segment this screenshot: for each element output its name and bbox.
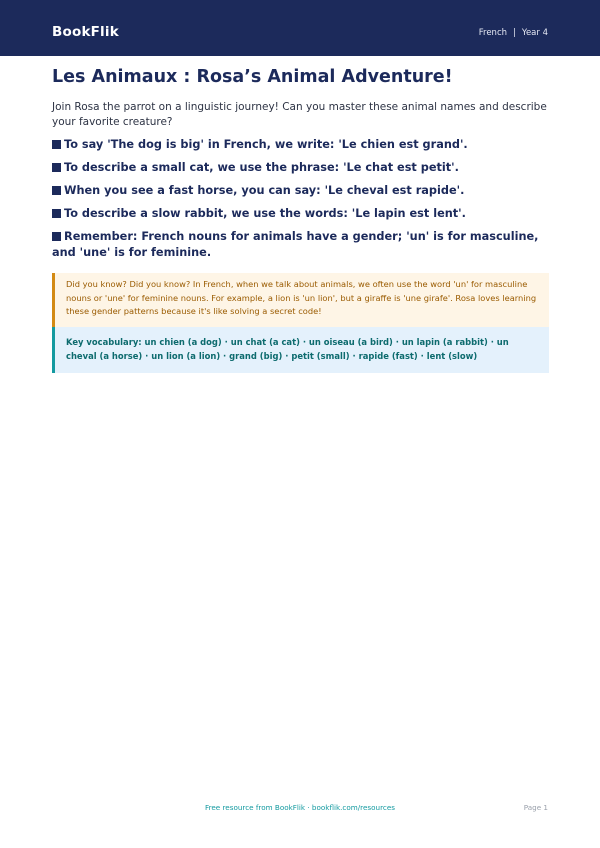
list-item xyxy=(52,137,549,153)
square-bullet-icon xyxy=(52,163,61,172)
square-bullet-icon xyxy=(52,232,61,241)
list-item xyxy=(52,183,549,199)
header-meta xyxy=(479,0,548,56)
square-bullet-icon xyxy=(52,186,61,195)
page-footer xyxy=(0,800,600,816)
list-item-text: When you see a fast horse, you can say: 'Le cheval est rapide'. xyxy=(64,184,465,197)
page-title: Les Animaux : Rosa’s Animal Adventure! xyxy=(52,67,453,87)
list-item-text: To say 'The dog is big' in French, we write: 'Le chien est grand'. xyxy=(64,138,468,151)
list-item-text: To describe a slow rabbit, we use the words: 'Le lapin est lent'. xyxy=(64,207,466,220)
brand-logo-text[interactable]: BookFlik xyxy=(52,24,119,40)
list-item xyxy=(52,206,549,222)
footer-resource-link[interactable]: Free resource from BookFlik · bookflik.com/resources xyxy=(204,803,396,812)
list-item-text: To describe a small cat, we use the phrase: 'Le chat est petit'. xyxy=(64,161,459,174)
key-points-list xyxy=(52,137,549,261)
main-content xyxy=(52,64,549,373)
page-number: Page 1 xyxy=(523,803,548,812)
header-separator: | xyxy=(513,28,516,38)
top-header-bar xyxy=(0,0,600,56)
subject-label: French xyxy=(478,28,508,38)
square-bullet-icon xyxy=(52,209,61,218)
did-you-know-callout: Did you know? Did you know? In French, when we talk about animals, we often use the word 'un' for masculine nouns or 'une' for feminine nouns. For example, a lion is 'un lion', but a giraffe is 'une girafe'. Rosa loves learning these gender patterns because it's like solving a secret code! xyxy=(52,273,549,327)
list-item xyxy=(52,160,549,176)
list-item-text: Remember: French nouns for animals have a gender; 'un' is for masculine, and 'une' is for feminine. xyxy=(52,230,539,259)
intro-paragraph: Join Rosa the parrot on a linguistic journey! Can you master these animal names and describe your favorite creature? xyxy=(52,101,547,128)
year-label: Year 4 xyxy=(521,28,548,38)
key-vocabulary-box: Key vocabulary: un chien (a dog) · un chat (a cat) · un oiseau (a bird) · un lapin (a rabbit) · un cheval (a horse) · un lion (a lion) · grand (big) · petit (small) · rapide (fast) · lent (slow) xyxy=(52,327,549,373)
list-item xyxy=(52,229,549,261)
square-bullet-icon xyxy=(52,140,61,149)
